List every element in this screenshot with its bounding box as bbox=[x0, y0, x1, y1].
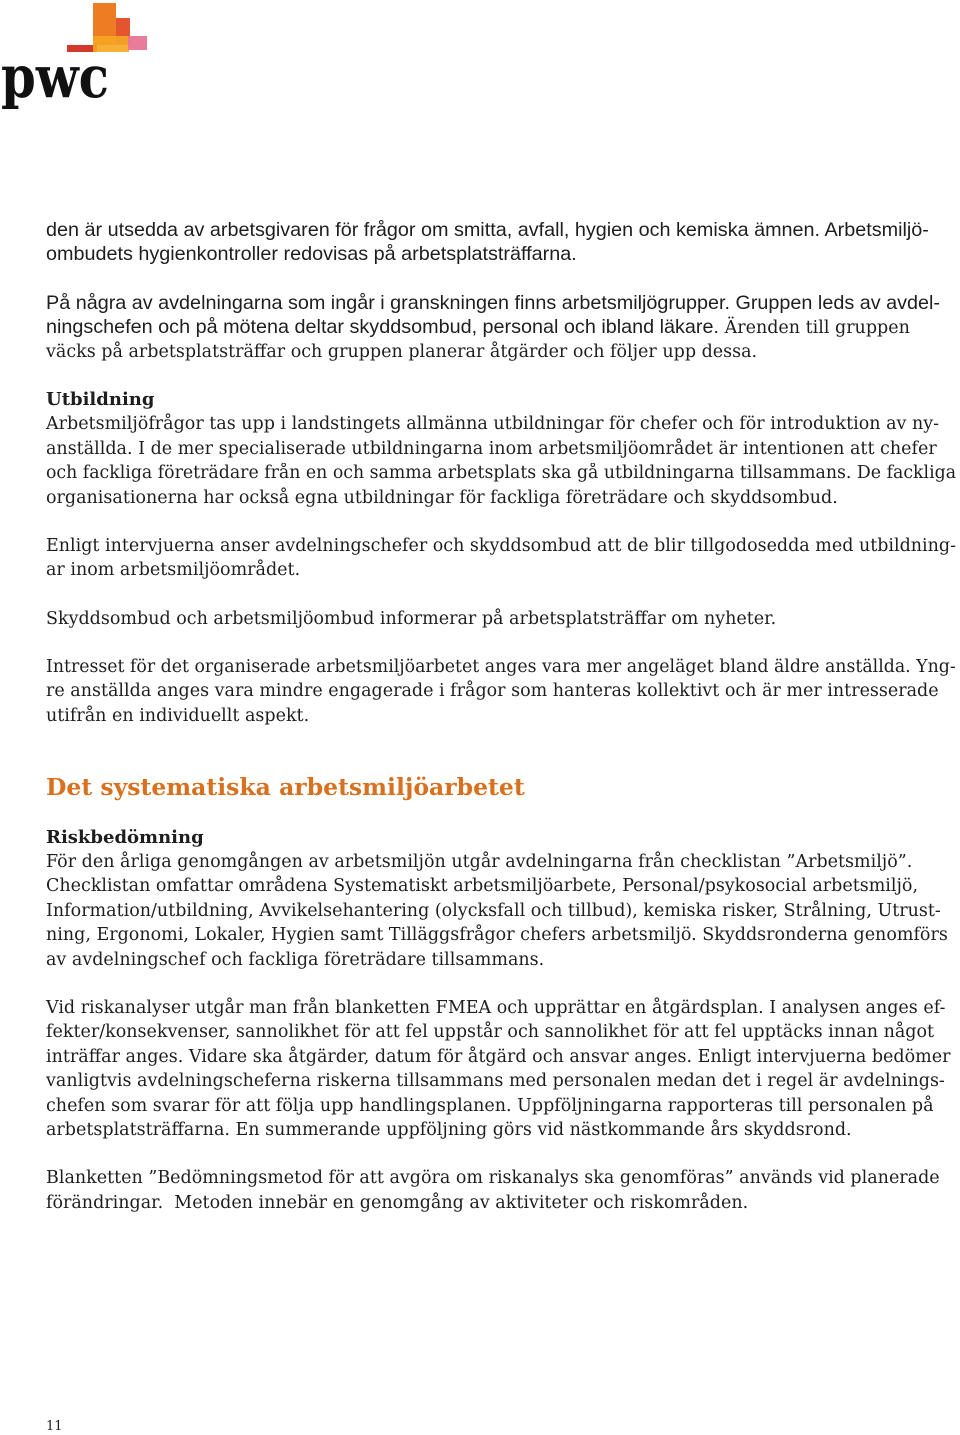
text-line-segment: ningschefen och på mötena deltar skyddsombud, personal och ibland läkare. bbox=[46, 316, 719, 339]
text-line: Enligt intervjuerna anser avdelningschefer och skyddsombud att de blir tillgodosedda med utbildning- bbox=[46, 535, 956, 556]
text-line: arbetsplatsträffarna. En summerande uppföljning görs vid nästkommande års skyddsrond. bbox=[46, 1119, 852, 1140]
text-line: den är utsedda av arbetsgivaren för frågor om smitta, avfall, hygien och kemiska ämnen. Arbetsmiljö- bbox=[46, 219, 929, 241]
pwc-logo bbox=[0, 0, 150, 116]
paragraph-skyddsombud bbox=[46, 607, 956, 631]
text-line: väcks på arbetsplatsträffar och gruppen planerar åtgärder och följer upp dessa. bbox=[46, 341, 758, 362]
text-line: Skyddsombud och arbetsmiljöombud informerar på arbetsplatsträffar om nyheter. bbox=[46, 608, 777, 629]
text-line: Vid riskanalyser utgår man från blanketten FMEA och upprättar en åtgärdsplan. I analysen anges ef- bbox=[46, 997, 946, 1018]
text-line: chefen som svarar för att följa upp handlingsplanen. Uppföljningarna rapporteras till personalen på bbox=[46, 1095, 934, 1116]
text-line: vanligtvis avdelningscheferna riskerna tillsammans med personalen medan det i regel är avdelnings- bbox=[46, 1071, 945, 1092]
text-line: ombudets hygienkontroller redovisas på arbetsplatsträffarna. bbox=[46, 243, 577, 266]
text-line: ning, Ergonomi, Lokaler, Hygien samt Tilläggsfrågor chefers arbetsmiljö. Skyddsronderna genomförs bbox=[46, 925, 948, 946]
paragraph-hygienkontroller bbox=[46, 218, 956, 267]
text-line: förändringar. Metoden innebär en genomgång av aktiviteter och riskområden. bbox=[46, 1192, 749, 1213]
text-line: inträffar anges. Vidare ska åtgärder, datum för åtgärd och ansvar anges. Enligt intervjuerna bedömer bbox=[46, 1046, 951, 1067]
text-line: Blanketten ”Bedömningsmetod för att avgöra om riskanalys ska genomföras” används vid planerade bbox=[46, 1168, 940, 1189]
text-line: re anställda anges vara mindre engagerade i frågor som hanteras kollektivt och är mer intresserade bbox=[46, 681, 939, 702]
text-line: ar inom arbetsmiljöområdet. bbox=[46, 560, 301, 581]
paragraph-arbetsmiljogrupper bbox=[46, 291, 956, 364]
pwc-logo-graphic bbox=[0, 0, 150, 116]
text-line: Checklistan omfattar områdena Systematiskt arbetsmiljöarbete, Personal/psykosocial arbetsmiljö, bbox=[46, 876, 919, 897]
logo-block-pink bbox=[128, 36, 147, 50]
logo-wordmark: pwc bbox=[1, 43, 109, 111]
text-line: organisationerna har också egna utbildningar för fackliga företrädare och skyddsombud. bbox=[46, 487, 838, 508]
paragraph-intresse bbox=[46, 655, 956, 728]
text-line: anställda. I de mer specialiserade utbildningarna inom arbetsmiljöområdet är intentionen att chefer bbox=[46, 438, 937, 459]
page-number: 11 bbox=[46, 1419, 63, 1434]
text-line-mixed bbox=[46, 315, 956, 339]
paragraph-checklista bbox=[46, 850, 956, 972]
paragraph-riskanalyser bbox=[46, 996, 956, 1142]
text-line: fekter/konsekvenser, sannolikhet för att fel uppstår och sannolikhet för att fel upptäcks innan något bbox=[46, 1022, 935, 1043]
text-line: På några av avdelningarna som ingår i granskningen finns arbetsmiljögrupper. Gruppen leds av avdel- bbox=[46, 291, 940, 314]
text-line: Arbetsmiljöfrågor tas upp i landstingets allmänna utbildningar för chefer och för introduktion av ny- bbox=[46, 414, 940, 435]
text-line: Information/utbildning, Avvikelsehantering (olycksfall och tillbud), kemiska risker, Strålning, Utrust- bbox=[46, 900, 941, 921]
text-line: av avdelningschef och fackliga företrädare tillsammans. bbox=[46, 949, 545, 970]
subheading-utbildning: Utbildning bbox=[46, 388, 155, 410]
section-heading: Det systematiska arbetsmiljöarbetet bbox=[46, 772, 525, 801]
subheading-riskbedomning: Riskbedömning bbox=[46, 826, 204, 848]
text-line-segment: Ärenden till gruppen bbox=[724, 318, 910, 339]
document-body bbox=[46, 218, 956, 1239]
text-line: och fackliga företrädare från en och samma arbetsplats ska gå utbildningarna tillsammans. De fackliga bbox=[46, 463, 957, 484]
paragraph-bedomningsmetod bbox=[46, 1166, 956, 1215]
paragraph-intervjuer bbox=[46, 534, 956, 583]
text-line: För den årliga genomgången av arbetsmiljön utgår avdelningarna från checklistan ”Arbetsmiljö”. bbox=[46, 852, 913, 873]
paragraph-utbildningar bbox=[46, 412, 956, 510]
text-line: Intresset för det organiserade arbetsmiljöarbetet anges vara mer angeläget bland äldre anställda. Yng- bbox=[46, 657, 956, 678]
text-line: utifrån en individuellt aspekt. bbox=[46, 705, 310, 726]
